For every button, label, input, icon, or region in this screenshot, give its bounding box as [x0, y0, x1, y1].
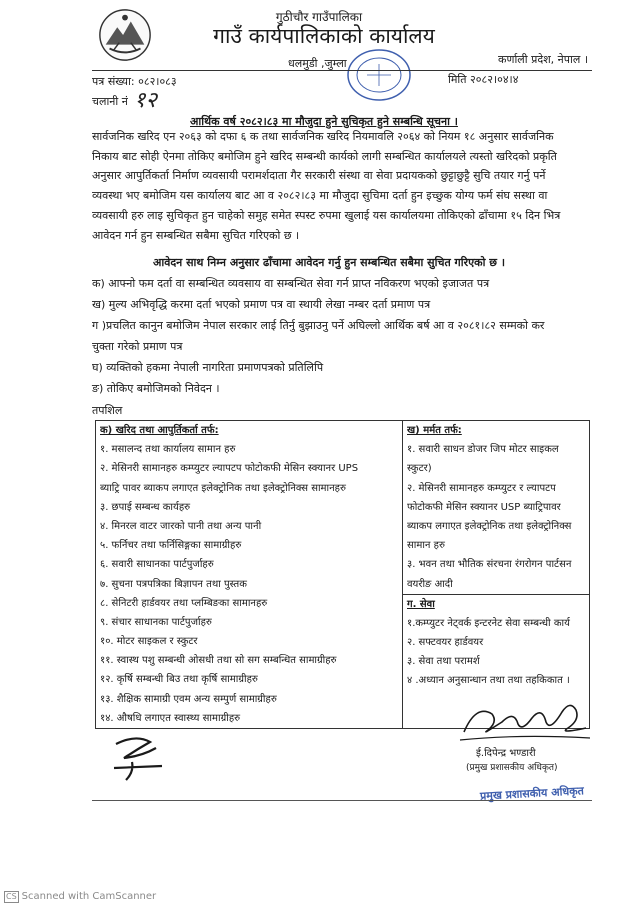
list-item: ब्याकप लगाएत इलेक्ट्रोनिक तथा इलेक्ट्रोनिक्स	[407, 520, 572, 532]
municipality-name: गुठीचौर गाउँपालिका	[275, 10, 363, 24]
requirement-item: चुक्ता गरेको प्रमाण पत्र	[92, 340, 183, 353]
requirement-item: ग )प्रचलित कानुन बमोजिम नेपाल सरकार लाई तिर्नु बुझाउनु पर्ने अघिल्लो आर्थिक बर्ष आ व २०८१।८२ सम्मको कर	[92, 319, 545, 332]
list-item: २. मेसिनरी सामानहरु कम्प्युटर ल्यापटप फोटोकफी मेसिन स्क्यानर UPS	[100, 463, 359, 475]
list-item: ८. सेनिटरी हार्डवयर तथा प्लम्बिङका सामानहरु	[100, 597, 268, 609]
list-item: १.कम्प्युटर नेट्वर्क इन्टरनेट सेवा सम्बन्धी कार्य	[407, 617, 570, 629]
list-item: ब्याट्रि पावर ब्याकप लगाएत इलेक्ट्रोनिक तथा इलेक्ट्रोनिक्स सामानहरु	[100, 482, 346, 494]
signatory-title: (प्रमुख प्रशासकीय अधिकृत)	[466, 763, 558, 773]
service-heading: ग. सेवा	[403, 594, 589, 614]
list-item: १३. शैक्षिक सामाग्री एवम अन्य सम्पुर्ण सामाग्रीहरु	[100, 693, 277, 705]
province-label: कर्णाली प्रदेश, नेपाल ।	[498, 53, 588, 66]
office-address: धलमुडी ,जुम्ला	[288, 57, 347, 70]
date-label: मिति	[448, 73, 467, 86]
table-row	[96, 421, 590, 729]
officer-stamp: प्रमुख प्रशासकीय अधिकृत	[479, 784, 585, 803]
list-item: फोटोकफी मेसिन स्क्यानर USP ब्याट्रिपावर	[407, 501, 561, 513]
requirements-heading: आवेदन साथ निम्न अनुसार ढाँचामा आवेदन गर्नु हुन सम्बन्धित सबैमा सुचित गरिएको छ ।	[152, 256, 506, 269]
list-item: २. मेसिनरी सामानहरु कम्प्युटर र ल्यापटप	[407, 482, 556, 494]
category-table	[95, 420, 590, 729]
list-item: ७. सुचना पत्रपत्रिका बिज्ञापन तथा पुस्तक	[100, 578, 247, 590]
notice-body	[92, 127, 592, 245]
requirement-item: घ) व्यक्तिको हकमा नेपाली नागरिता प्रमाणपत्रको प्रतिलिपि	[92, 361, 324, 374]
list-item: ४ .अध्यान अनुसान्धान तथा तथा तहकिकात ।	[407, 675, 570, 687]
office-stamp-icon	[345, 46, 413, 104]
list-item: ६. सवारी साधानका पार्टपुर्जाहरु	[100, 559, 214, 571]
requirement-item: ख) मुल्य अभिवृद्धि करमा दर्ता भएको प्रमाण पत्र वा स्थायी लेखा नम्बर दर्ता प्रमाण पत्र	[92, 298, 431, 311]
list-item: सामान हरु	[407, 540, 445, 552]
list-item: १. मसालन्द तथा कार्यालय सामान हरु	[100, 444, 236, 456]
list-item: ९. संचार साधानका पार्टपुर्जाहरु	[100, 616, 212, 628]
list-item: वयरीङ आदी	[407, 578, 453, 590]
body-line: सार्वजनिक खरिद एन २०६३ को दफा ६ क तथा सार्वजनिक खरिद नियमावलि २०६४ को नियम १८ अनुसार सार्वजनिक	[92, 130, 554, 143]
list-item: ३. भवन तथा भौतिक संरचना रंगरोगन पार्टसन	[407, 559, 572, 571]
list-item: ११. स्वास्थ पशु सम्बन्धी ओसधी तथा सो सग सम्बन्धित सामाग्रीहरु	[100, 655, 337, 667]
date-value: २०८२।०४।४	[470, 73, 519, 86]
header-divider	[92, 70, 592, 71]
camscanner-icon: CS	[6, 892, 17, 901]
signatory-name: ई.दिपेन्द्र भण्डारी	[476, 748, 536, 759]
reference-value: ०८२।०८३	[138, 75, 177, 88]
list-item: ५. फर्निचर तथा फर्निसिङ्गका सामाग्रीहरु	[100, 540, 242, 552]
body-line: व्यवसायी हरु लाइ सुचिकृत हुन चाहेको समुह समेत स्पस्ट रुपमा खुलाई यस कार्यालयमा तोकिएको ढाँचामा १५ दिन भित्र	[92, 208, 561, 222]
list-item: स्कुटर)	[407, 463, 432, 475]
office-name: गाउँ कार्यपालिकाको कार्यालय	[213, 24, 435, 48]
reference-label: पत्र संख्या:	[92, 75, 135, 88]
body-line: व्यवस्था भए बमोजिम यस कार्यालय बाट आ व २०८२।८३ मा मौजुदा सुचिमा दर्ता हुन इच्छुक योग्य फर्म संघ सस्था वा	[92, 189, 548, 203]
list-item: २. सफ्टवयर हार्डवयर	[407, 637, 484, 649]
scanner-text: Scanned with CamScanner	[21, 891, 157, 902]
list-item: १. सवारी साधन डोजर जिप मोटर साइकल	[407, 444, 559, 456]
notice-subject: आर्थिक वर्ष २०८२।८३ मा मौजुदा हुने सुचिकृत हुने सम्बन्धि सूचना ।	[190, 115, 458, 128]
list-item: १०. मोटर साइकल र स्कुटर	[100, 636, 198, 648]
requirement-item: ङ) तोकिए बमोजिमको निवेदन ।	[92, 382, 220, 395]
repair-heading: ख) मर्मत तर्फ:	[407, 425, 462, 436]
supply-heading: क) खरिद तथा आपुर्तिकर्ता तर्फ:	[100, 425, 219, 436]
list-item: ३. छपाई सम्बन्ध कार्यहरु	[100, 501, 191, 513]
body-line: निकाय बाट सोही ऐनमा तोकिए बमोजिम हुने खरिद सम्बन्धी कार्यको लागी सम्बन्धित कार्यालयले त्यस्तो खरिदको प्रकृति	[92, 149, 557, 163]
list-item: १२. कृर्षि सम्बन्धी बिउ तथा कृर्षि सामाग्रीहरु	[100, 674, 258, 686]
list-item: ४. मिनरल वाटर जारको पानी तथा अन्य पानी	[100, 520, 262, 532]
scanner-watermark	[4, 891, 156, 903]
list-item: ३. सेवा तथा परामर्श	[407, 656, 480, 668]
body-line: आवेदन गर्न हुन सम्बन्धित सबैमा सुचित गरिएको छ ।	[92, 228, 300, 242]
supply-column	[96, 421, 403, 729]
repair-service-column	[403, 421, 590, 729]
details-label: तपशिल	[92, 404, 123, 417]
list-item: १४. औषधि लगाएत स्वास्थ्य सामाग्रीहरु	[100, 712, 241, 724]
date	[448, 72, 518, 87]
dispatch-label: चलानी नं	[92, 95, 128, 108]
initial-signature	[110, 730, 168, 785]
requirement-item: क) आफ्नो फम दर्ता वा सम्बन्धित व्यवसाय वा सम्बन्धित सेवा गर्न प्राप्त नविकरण भएको इजाजत पत्र	[92, 277, 490, 290]
handwritten-signature	[458, 692, 593, 747]
footer-divider	[92, 800, 592, 801]
dispatch-number: १२	[134, 88, 157, 113]
body-line: अनुसार आपुर्तिकर्ता निर्माण व्यवसायी परामर्शदाता गैर सरकारी संस्था वा सेवा प्रदायकको छुट्टाछुट्टै सुचि तयार गर्नु पर्ने	[92, 169, 546, 183]
